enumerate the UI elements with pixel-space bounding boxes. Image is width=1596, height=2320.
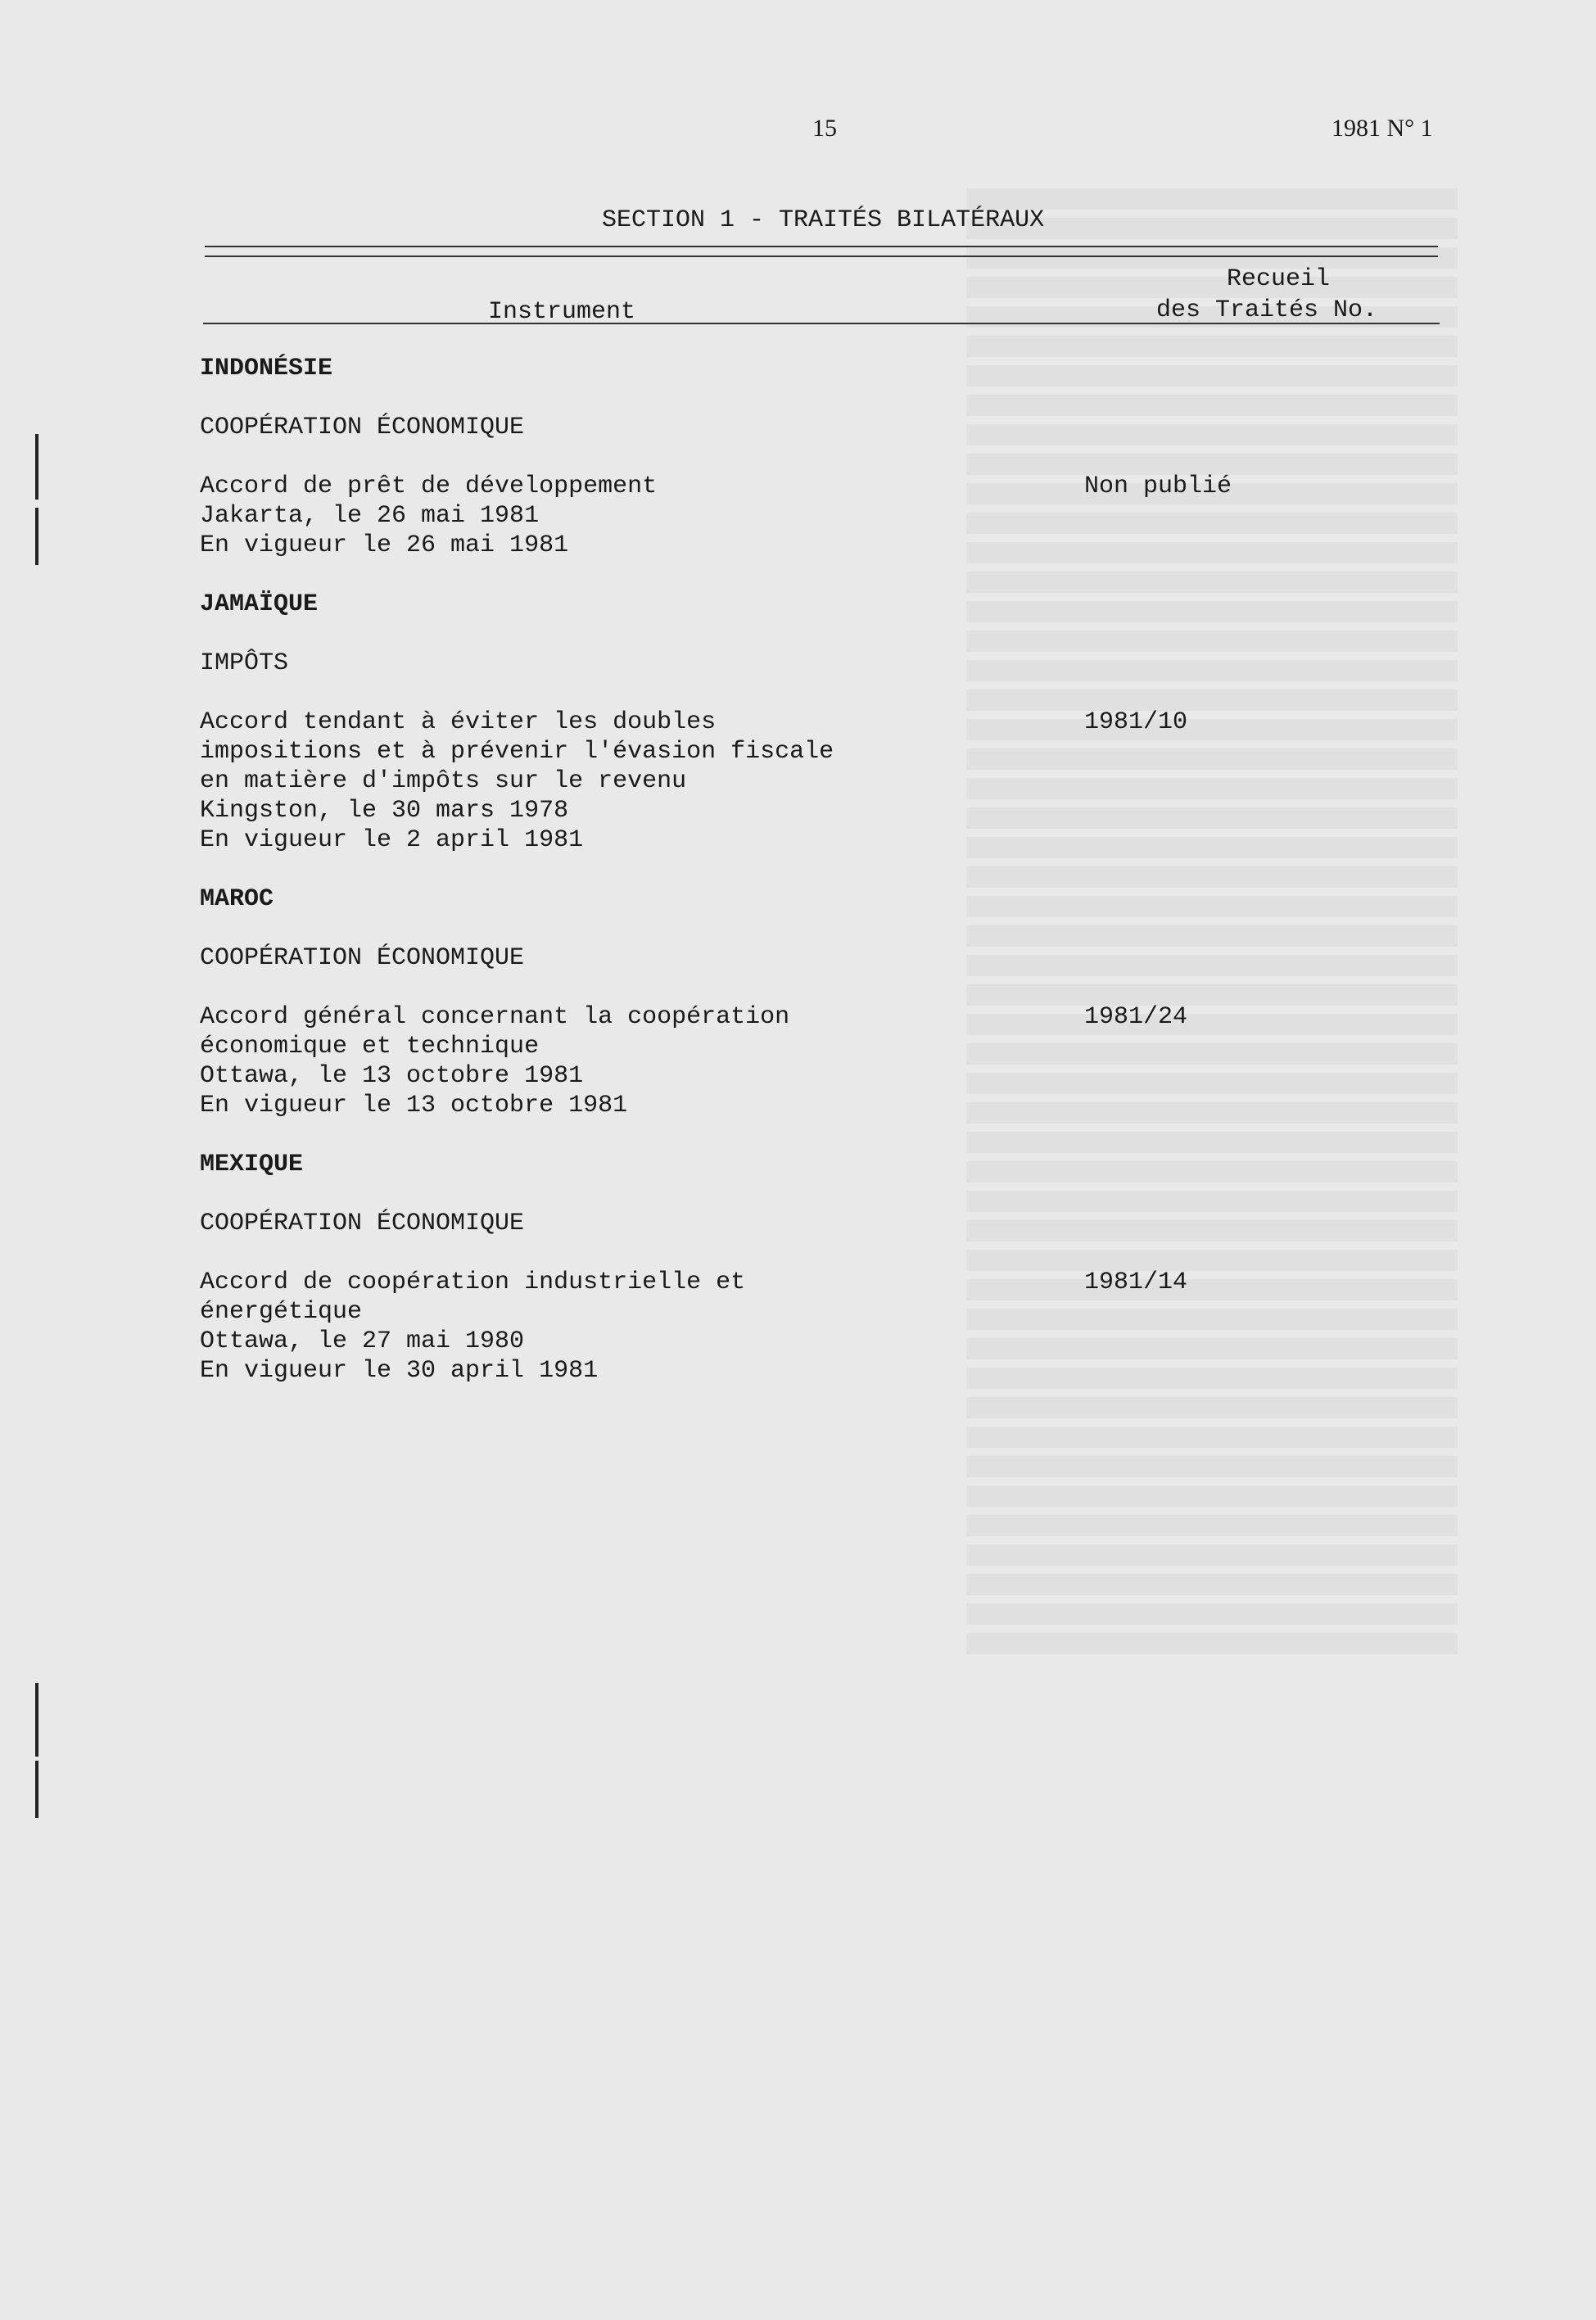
- section-title: SECTION 1 - TRAITÉS BILATÉRAUX: [602, 206, 1045, 234]
- entry-line: Accord de prêt de développement: [200, 473, 658, 500]
- category-heading: IMPÔTS: [200, 649, 289, 677]
- treaty-entry: [200, 1002, 1445, 1120]
- category-heading: COOPÉRATION ÉCONOMIQUE: [200, 414, 525, 441]
- entry-line: économique et technique: [200, 1033, 540, 1061]
- treaty-ref: 1981/24: [1084, 1003, 1188, 1031]
- column-header-recueil: Recueil: [1227, 265, 1331, 293]
- page-number: 15: [812, 115, 837, 142]
- margin-binding-mark: [35, 434, 38, 500]
- issue-label: 1981 N° 1: [1332, 115, 1433, 142]
- column-header-traites: des Traités No.: [1156, 296, 1378, 324]
- column-header-instrument: Instrument: [488, 298, 636, 326]
- margin-binding-mark: [35, 1683, 38, 1757]
- entry-line: Accord tendant à éviter les doubles: [200, 708, 717, 736]
- entry-line: En vigueur le 2 april 1981: [200, 826, 584, 854]
- category-heading: COOPÉRATION ÉCONOMIQUE: [200, 944, 525, 972]
- entry-line: Ottawa, le 13 octobre 1981: [200, 1062, 584, 1090]
- margin-binding-mark: [35, 1761, 38, 1818]
- treaty-list: [200, 354, 1445, 1386]
- double-rule-divider: [205, 246, 1438, 257]
- treaty-ref: Non publié: [1084, 473, 1232, 500]
- country-heading: INDONÉSIE: [200, 355, 333, 382]
- entry-line: En vigueur le 13 octobre 1981: [200, 1092, 628, 1119]
- treaty-entry: [200, 472, 1445, 560]
- country-heading: JAMAÏQUE: [200, 590, 319, 618]
- country-heading: MAROC: [200, 885, 274, 913]
- treaty-entry: [200, 708, 1445, 855]
- entry-line: En vigueur le 26 mai 1981: [200, 531, 569, 559]
- entry-line: Kingston, le 30 mars 1978: [200, 797, 569, 825]
- category-heading: COOPÉRATION ÉCONOMIQUE: [200, 1210, 525, 1237]
- entry-line: Accord de coopération industrielle et: [200, 1269, 746, 1296]
- entry-line: Jakarta, le 26 mai 1981: [200, 502, 540, 530]
- entry-line: impositions et à prévenir l'évasion fiscale: [200, 738, 834, 766]
- treaty-ref: 1981/14: [1084, 1269, 1188, 1296]
- entry-line: Ottawa, le 27 mai 1980: [200, 1327, 525, 1355]
- entry-line: En vigueur le 30 april 1981: [200, 1357, 599, 1385]
- entry-line: énergétique: [200, 1298, 363, 1326]
- entry-line: en matière d'impôts sur le revenu: [200, 767, 687, 795]
- treaty-ref: 1981/10: [1084, 708, 1188, 736]
- entry-line: Accord général concernant la coopération: [200, 1003, 790, 1031]
- margin-binding-mark: [35, 508, 38, 565]
- country-heading: MEXIQUE: [200, 1151, 304, 1178]
- treaty-entry: [200, 1268, 1445, 1386]
- header-underline: [203, 323, 1440, 324]
